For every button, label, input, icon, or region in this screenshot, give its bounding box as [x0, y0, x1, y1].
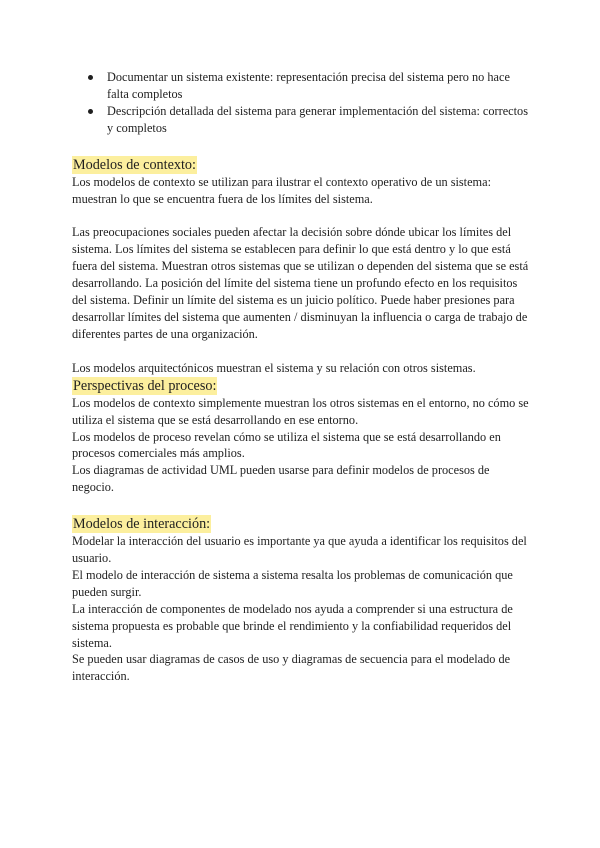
paragraph: Modelar la interacción del usuario es importante ya que ayuda a identificar los requisitos del usuario.	[72, 534, 527, 566]
paragraph: La interacción de componentes de modelado nos ayuda a comprender si una estructura de sistema propuesta es probable que brinde el rendimiento y la confiabilidad requeridos del sistema.	[72, 601, 513, 650]
paragraph: Los modelos arquitectónicos muestran el sistema y su relación con otros sistemas.	[72, 360, 476, 375]
section-interaccion	[72, 515, 530, 685]
paragraph: El modelo de interacción de sistema a sistema resalta los problemas de comunicación que pueden surgir.	[72, 567, 513, 599]
paragraph: Los modelos de proceso revelan cómo se utiliza el sistema que se está desarrollando en procesos comerciales más amplios.	[72, 429, 501, 461]
document-body	[72, 69, 530, 685]
section-proceso	[72, 377, 530, 496]
paragraph: Las preocupaciones sociales pueden afectar la decisión sobre dónde ubicar los límites del sistema. Los límites del sistema se establecen para definir lo que está dentro y lo que está fuera del sistema. Muestran otros sistemas que se utilizan o dependen del sistema que se está desarrollando. La posición del límite del sistema tiene un profundo efecto en los requisitos del sistema. Definir un límite del sistema es un juicio político. Puede haber presiones para desarrollar límites del sistema que aumenten / disminuyan la influencia o carga de trabajo de diferentes partes de una organización.	[72, 225, 529, 341]
paragraph: Se pueden usar diagramas de casos de uso y diagramas de secuencia para el modelado de interacción.	[72, 652, 511, 684]
bullet-list	[72, 69, 530, 137]
section-heading: Modelos de contexto:	[73, 156, 196, 173]
bullet-text: Documentar un sistema existente: representación precisa del sistema pero no hace falta completos	[107, 70, 510, 101]
bullet-text: Descripción detallada del sistema para generar implementación del sistema: correctos y completos	[107, 103, 528, 135]
bullet-dot-icon	[88, 75, 93, 80]
bullet-item	[72, 69, 530, 103]
paragraph: Los diagramas de actividad UML pueden usarse para definir modelos de procesos de negocio.	[72, 463, 490, 495]
section-heading: Perspectivas del proceso:	[73, 377, 217, 394]
paragraph: Los modelos de contexto se utilizan para ilustrar el contexto operativo de un sistema: muestran lo que se encuentra fuera de los límites del sistema.	[72, 174, 492, 206]
bullet-item	[72, 103, 530, 137]
paragraph: Los modelos de contexto simplemente muestran los otros sistemas en el entorno, no cómo se utiliza el sistema que se está desarrollando en ese entorno.	[72, 395, 529, 427]
bullet-dot-icon	[88, 109, 93, 114]
section-contexto	[72, 156, 530, 377]
section-heading: Modelos de interacción:	[73, 516, 211, 533]
